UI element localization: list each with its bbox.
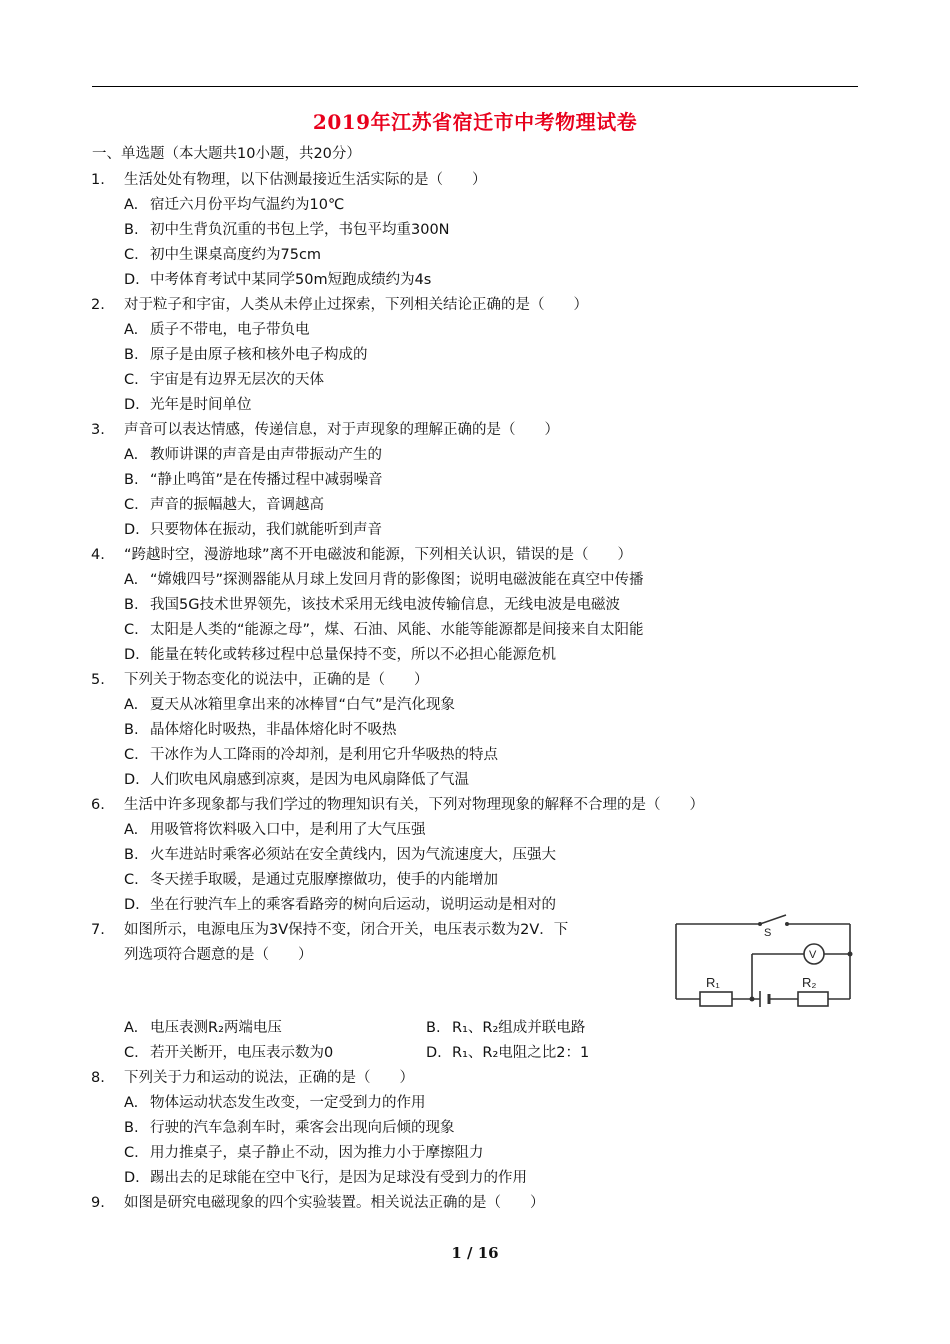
question-2-option-a: A. 质子不带电，电子带负电	[124, 322, 310, 338]
question-4-option-b: B. 我国5G技术世界领先，该技术采用无线电波传输信息，无线电波是电磁波	[124, 597, 620, 613]
question-5-option-b: B. 晶体熔化时吸热，非晶体熔化时不吸热	[124, 722, 397, 738]
question-2-option-b: B. 原子是由原子核和核外电子构成的	[124, 347, 368, 363]
question-7-option-d: D. R₁、R₂电阻之比2：1	[426, 1045, 590, 1061]
question-2-text: 对于粒子和宇宙，人类从未停止过探索，下列相关结论正确的是（ ）	[124, 297, 588, 313]
question-8-text: 下列关于力和运动的说法，正确的是（ ）	[124, 1070, 414, 1086]
page-number: 1 / 16	[451, 1244, 499, 1262]
question-4-option-c: C. 太阳是人类的“能源之母”，煤、石油、风能、水能等能源都是间接来自太阳能	[124, 622, 644, 638]
question-6-option-a: A. 用吸管将饮料吸入口中，是利用了大气压强	[124, 822, 426, 838]
question-3-option-b: B. “静止鸣笛”是在传播过程中减弱噪音	[124, 472, 383, 488]
question-3-text: 声音可以表达情感，传递信息，对于声现象的理解正确的是（ ）	[124, 422, 559, 438]
question-6-number: 6.	[91, 797, 105, 813]
question-1-option-a: A. 宿迁六月份平均气温约为10℃	[124, 197, 345, 213]
question-5-option-c: C. 干冰作为人工降雨的冷却剂，是利用它升华吸热的特点	[124, 747, 498, 763]
question-4-option-a: A. “嫦娥四号”探测器能从月球上发回月背的影像图；说明电磁波能在真空中传播	[124, 572, 644, 588]
question-9-text: 如图是研究电磁现象的四个实验装置。相关说法正确的是（ ）	[124, 1195, 545, 1211]
question-4-text: “跨越时空，漫游地球”离不开电磁波和能源，下列相关认识，错误的是（ ）	[124, 547, 633, 563]
question-5-option-d: D. 人们吹电风扇感到凉爽，是因为电风扇降低了气温	[124, 772, 469, 788]
question-7-option-b: B. R₁、R₂组成并联电路	[426, 1020, 586, 1036]
question-1-text: 生活处处有物理，以下估测最接近生活实际的是（ ）	[124, 172, 487, 188]
question-5-number: 5.	[91, 672, 105, 688]
question-4-option-d: D. 能量在转化或转移过程中总量保持不变，所以不必担心能源危机	[124, 647, 556, 663]
question-1-option-b: B. 初中生背负沉重的书包上学，书包平均重300N	[124, 222, 450, 238]
question-3-option-c: C. 声音的振幅越大，音调越高	[124, 497, 324, 513]
question-6-option-d: D. 坐在行驶汽车上的乘客看路旁的树向后运动，说明运动是相对的	[124, 897, 556, 913]
question-3-number: 3.	[91, 422, 105, 438]
question-8-number: 8.	[91, 1070, 105, 1086]
question-2-number: 2.	[91, 297, 105, 313]
question-7-option-a: A. 电压表测R₂两端电压	[124, 1020, 282, 1036]
question-5-option-a: A. 夏天从冰箱里拿出来的冰棒冒“白气”是汽化现象	[124, 697, 456, 713]
question-5-text: 下列关于物态变化的说法中，正确的是（ ）	[124, 672, 429, 688]
question-7-number: 7.	[91, 922, 105, 938]
question-3-option-a: A. 教师讲课的声音是由声带振动产生的	[124, 447, 382, 463]
question-6-option-c: C. 冬天搓手取暖，是通过克服摩擦做功，使手的内能增加	[124, 872, 498, 888]
question-7-option-c: C. 若开关断开，电压表示数为0	[124, 1045, 334, 1061]
r2-label: R₂	[802, 975, 817, 990]
question-6-text: 生活中许多现象都与我们学过的物理知识有关，下列对物理现象的解释不合理的是（ ）	[124, 797, 704, 813]
question-1-option-c: C. 初中生课桌高度约为75cm	[124, 247, 322, 263]
question-9-number: 9.	[91, 1195, 105, 1211]
question-8-option-a: A. 物体运动状态发生改变，一定受到力的作用	[124, 1095, 426, 1111]
question-1-option-d: D. 中考体育考试中某同学50m短跑成绩约为4s	[124, 272, 432, 288]
r1-label: R₁	[706, 975, 720, 990]
question-8-option-d: D. 踢出去的足球能在空中飞行，是因为足球没有受到力的作用	[124, 1170, 527, 1186]
question-8-option-b: B. 行驶的汽车急刹车时，乘客会出现向后倾的现象	[124, 1120, 455, 1136]
question-1-number: 1.	[91, 172, 105, 188]
question-4-number: 4.	[91, 547, 105, 563]
page-title: 2019年江苏省宿迁市中考物理试卷	[312, 110, 638, 134]
question-3-option-d: D. 只要物体在振动，我们就能听到声音	[124, 522, 382, 538]
question-7-text: 如图所示，电源电压为3V保持不变，闭合开关，电压表示数为2V．下	[124, 922, 569, 938]
question-2-option-d: D. 光年是时间单位	[124, 397, 252, 413]
section-heading: 一、单选题（本大题共10小题，共20分）	[92, 146, 361, 162]
question-8-option-c: C. 用力推桌子，桌子静止不动，因为推力小于摩擦阻力	[124, 1145, 484, 1161]
question-7-text-continued: 列选项符合题意的是（ ）	[124, 947, 313, 963]
question-2-option-c: C. 宇宙是有边界无层次的天体	[124, 372, 324, 388]
question-6-option-b: B. 火车进站时乘客必须站在安全黄线内，因为气流速度大，压强大	[124, 847, 556, 863]
header-rule	[92, 86, 858, 87]
circuit-diagram	[668, 912, 854, 1010]
switch-label: S	[764, 927, 772, 939]
voltmeter-label: V	[809, 949, 817, 961]
